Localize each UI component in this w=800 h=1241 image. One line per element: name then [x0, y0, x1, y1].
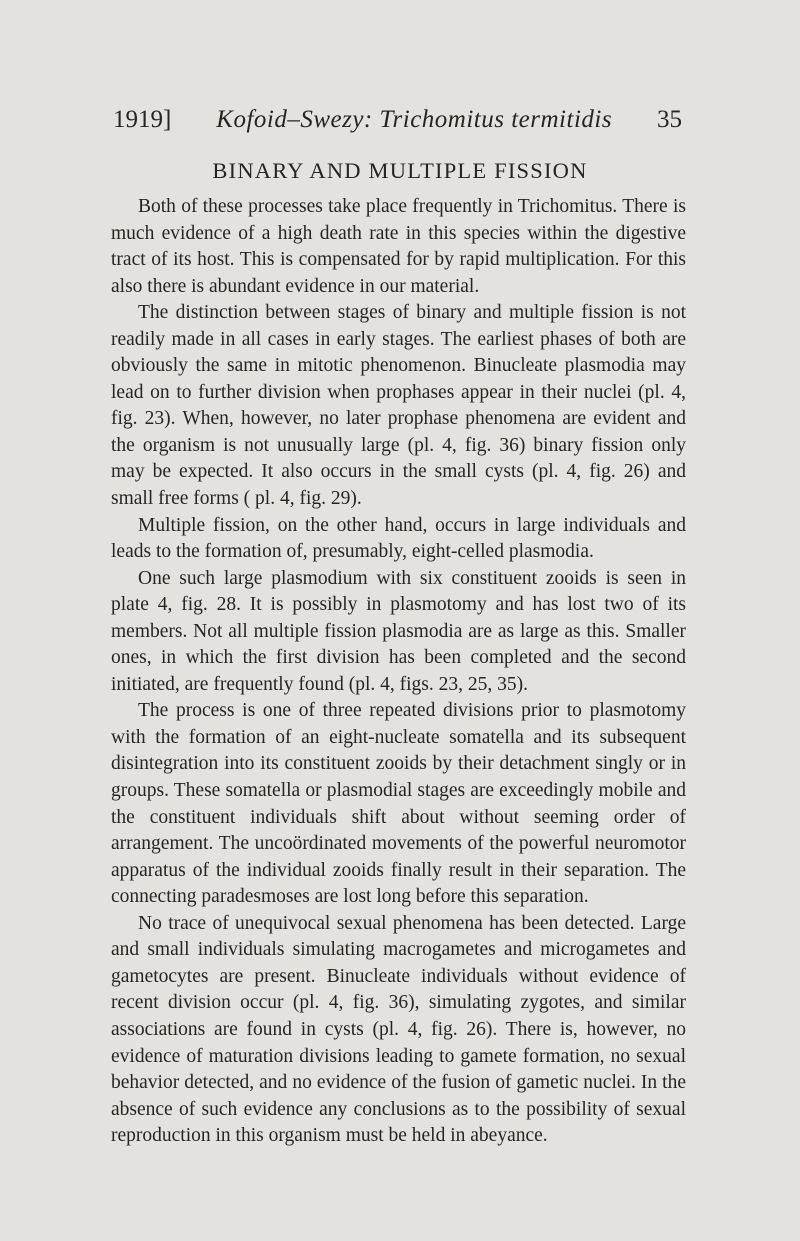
running-head	[113, 106, 682, 134]
paragraph: Multiple fission, on the other hand, occurs in large individuals and leads to the formation of, presumably, eight-celled plasmodia.	[111, 514, 686, 563]
section-title: BINARY AND MULTIPLE FISSION	[212, 158, 588, 183]
paragraph: No trace of unequivocal sexual phenomena has been detected. Large and small individuals simulating macrogametes and microgametes and gametocytes are present. Binucleate individuals without evidence of recent division occur (pl. 4, fig. 36), simulating zygotes, and similar associations are found in cysts (pl. 4, fig. 26). There is, however, no evidence of maturation divisions leading to gamete formation, no sexual behavior detected, and no evidence of the fusion of gametic nuclei. In the absence of such evidence any conclusions as to the possibility of sexual reproduction in this organism must be held in abeyance.	[111, 912, 686, 1147]
page-number: 35	[657, 106, 682, 133]
paragraph: The process is one of three repeated divisions prior to plasmotomy with the formation of an eight-nucleate somatella and its subsequent disintegration into its constituent zooids by their detachment singly or in groups. These somatella or plasmodial stages are exceedingly mobile and the constituent individuals shift about without seeming order of arrangement. The uncoördinated movements of the powerful neuromotor apparatus of the individual zooids finally result in their separation. The connecting paradesmoses are lost long before this separation.	[111, 700, 686, 908]
paragraph: One such large plasmodium with six constituent zooids is seen in plate 4, fig. 28. It is possibly in plasmotomy and has lost two of its members. Not all multiple fission plasmodia are as large as this. Smaller ones, in which the first division has been completed and the second initiated, are frequently found (pl. 4, figs. 23, 25, 35).	[111, 567, 686, 695]
body-text	[111, 194, 686, 1150]
paragraph: Both of these processes take place frequently in Trichomitus. There is much evidence of a high death rate in this species within the digestive tract of its host. This is compensated for by rapid multiplication. For this also there is abundant evidence in our material.	[111, 196, 686, 297]
running-title: Kofoid–Swezy: Trichomitus termitidis	[216, 106, 613, 133]
paragraph: The distinction between stages of binary and multiple fission is not readily made in all cases in early stages. The earliest phases of both are obviously the same in mitotic phenomenon. Binucleate plasmodia may lead on to further division when prophases appear in their nuclei (pl. 4, fig. 23). When, however, no later prophase phenomena are evident and the organism is not unusually large (pl. 4, fig. 36) binary fission only may be expected. It also occurs in the small cysts (pl. 4, fig. 26) and small free forms ( pl. 4, fig. 29).	[111, 302, 686, 510]
year-label: 1919]	[113, 106, 172, 133]
